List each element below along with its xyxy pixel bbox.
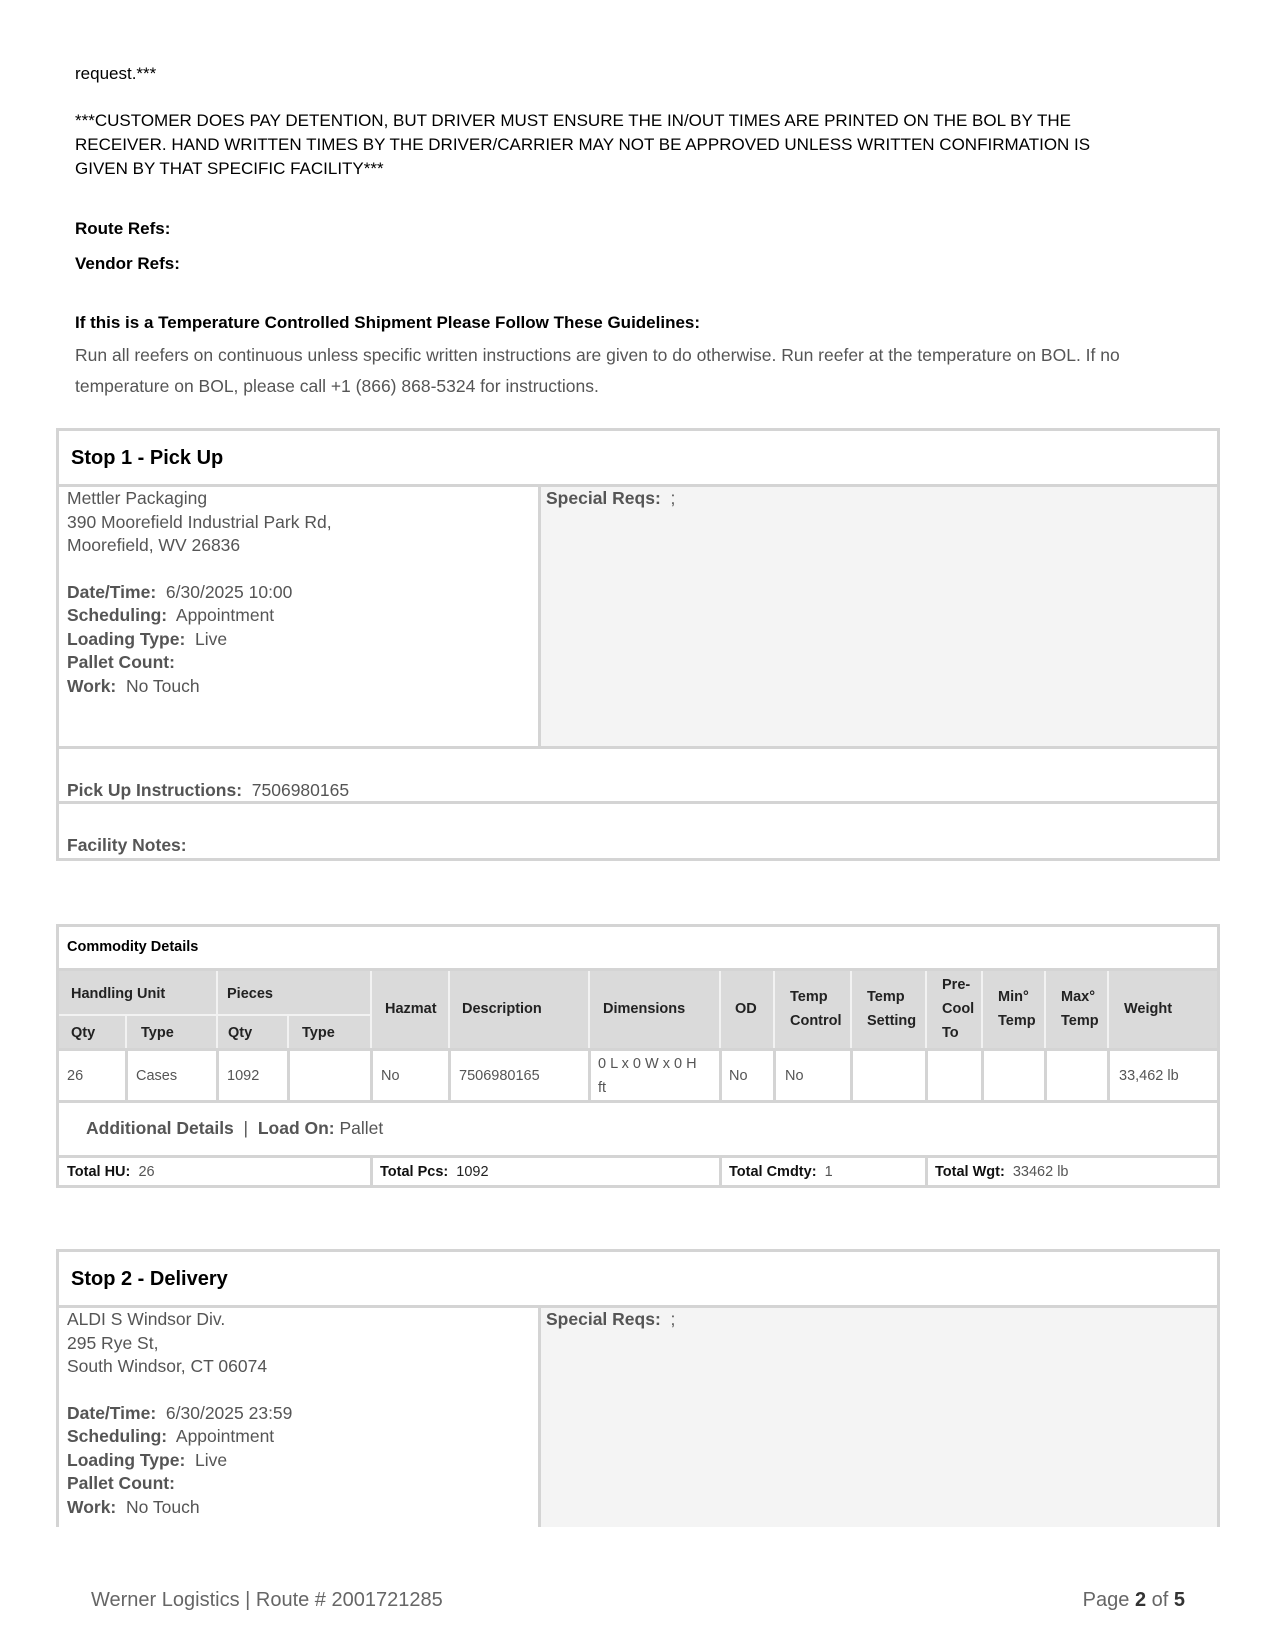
- divider: [56, 746, 1220, 749]
- additional-details-label: Additional Details: [86, 1118, 234, 1138]
- detention-notice-line-3: GIVEN BY THAT SPECIFIC FACILITY***: [75, 159, 384, 178]
- pickup-instructions-value: 7506980165: [251, 780, 350, 800]
- stop-2-address: [67, 1308, 292, 1519]
- pallet-count-row: [67, 651, 332, 675]
- total-cmdty-value: 1: [824, 1164, 833, 1180]
- date-time-row: [67, 1402, 292, 1426]
- date-time-row: [67, 581, 332, 605]
- temp-guidelines-line-1: Run all reefers on continuous unless specific written instructions are given to do otherwise. Run reefer at the temperature on BOL. If no: [75, 345, 1120, 365]
- special-reqs-panel: [541, 1308, 1217, 1527]
- total-pcs-value: 1092: [456, 1164, 489, 1180]
- cell-hu-type: Cases: [136, 1068, 178, 1084]
- work-row: [67, 1496, 292, 1520]
- col-max-temp-line-2: Temp: [1061, 1013, 1099, 1029]
- scheduling-value: Appointment: [175, 605, 275, 625]
- loading-type-label: Loading Type:: [67, 1449, 186, 1470]
- col-temp-setting: [867, 985, 916, 1033]
- divider: [125, 1016, 127, 1048]
- intro-continuation: request.***: [75, 64, 157, 83]
- col-temp-control-line-1: Temp: [790, 989, 828, 1005]
- page-number: 2: [1134, 1589, 1147, 1611]
- col-pcs-qty: Qty: [228, 1025, 253, 1041]
- col-min-temp-line-1: Min°: [998, 989, 1029, 1005]
- divider: [773, 971, 775, 1048]
- divider: [216, 1051, 219, 1100]
- divider: [719, 1158, 722, 1185]
- load-on-value: Pallet: [339, 1118, 384, 1138]
- work-value: No Touch: [126, 675, 200, 696]
- cell-weight: 33,462 lb: [1119, 1068, 1179, 1084]
- divider: [287, 1051, 290, 1100]
- route-refs-label: Route Refs:: [75, 219, 171, 238]
- pallet-count-row: [67, 1472, 292, 1496]
- loading-type-value: Live: [195, 1449, 228, 1470]
- city-state-zip: South Windsor, CT 06074: [67, 1356, 268, 1376]
- cell-od: No: [729, 1068, 748, 1084]
- divider: [981, 971, 983, 1048]
- loading-type-value: Live: [195, 628, 228, 649]
- work-value: No Touch: [126, 1496, 200, 1517]
- vendor-refs-label: Vendor Refs:: [75, 254, 180, 273]
- total-hu-value: 26: [138, 1164, 155, 1180]
- stop-2-title: Stop 2 - Delivery: [71, 1268, 228, 1290]
- special-reqs: [546, 487, 675, 511]
- divider: [1044, 971, 1046, 1048]
- street-address: 295 Rye St,: [67, 1332, 159, 1353]
- total-pcs: [380, 1160, 489, 1184]
- divider: [925, 1051, 928, 1100]
- col-temp-control: [790, 985, 842, 1033]
- cell-description: 7506980165: [459, 1068, 540, 1084]
- special-reqs-value: ;: [670, 488, 676, 508]
- total-wgt: [935, 1160, 1069, 1184]
- divider: [719, 971, 721, 1048]
- divider: [370, 1158, 373, 1185]
- loading-type-label: Loading Type:: [67, 628, 186, 649]
- city-state-zip: Moorefield, WV 26836: [67, 535, 241, 555]
- scheduling-label: Scheduling:: [67, 1426, 168, 1446]
- date-time-value: 6/30/2025 10:00: [165, 581, 293, 602]
- cell-temp-control: No: [785, 1068, 804, 1084]
- divider: [216, 971, 218, 1048]
- cell-dimensions-line-2: ft: [598, 1080, 607, 1096]
- scheduling-value: Appointment: [175, 1426, 275, 1446]
- total-hu-label: Total HU:: [67, 1164, 131, 1180]
- divider: [981, 1051, 984, 1100]
- detention-notice-line-2: RECEIVER. HAND WRITTEN TIMES BY THE DRIVER/CARRIER MAY NOT BE APPROVED UNLESS WRITTEN CONFIRMATION IS: [75, 135, 1091, 154]
- divider: [850, 1051, 853, 1100]
- loading-type-row: [67, 628, 332, 652]
- col-temp-setting-line-2: Setting: [867, 1013, 917, 1029]
- divider: [538, 1308, 541, 1527]
- col-description: Description: [462, 1001, 542, 1017]
- commodity-title: Commodity Details: [67, 939, 199, 955]
- divider: [538, 487, 541, 746]
- pickup-instructions-label: Pick Up Instructions:: [67, 780, 243, 800]
- pallet-count-label: Pallet Count:: [67, 1473, 175, 1493]
- divider: [448, 971, 450, 1048]
- divider: [773, 1051, 776, 1100]
- divider: [1107, 971, 1109, 1048]
- total-cmdty: [729, 1160, 833, 1184]
- cell-pcs-qty: 1092: [227, 1068, 260, 1084]
- col-hazmat: Hazmat: [385, 1001, 437, 1017]
- cell-dimensions: [598, 1052, 697, 1100]
- page-indicator: [1083, 1589, 1185, 1612]
- pallet-count-label: Pallet Count:: [67, 652, 175, 672]
- col-handling-unit: Handling Unit: [71, 986, 166, 1002]
- facility-notes-label: Facility Notes:: [67, 835, 187, 855]
- page-total: 5: [1173, 1589, 1185, 1611]
- col-dimensions: Dimensions: [603, 1001, 686, 1017]
- col-weight: Weight: [1124, 1001, 1173, 1017]
- col-precool-to: [942, 973, 974, 1045]
- special-reqs-value: ;: [670, 1309, 676, 1329]
- date-time-value: 6/30/2025 23:59: [165, 1402, 293, 1423]
- col-pcs-type: Type: [302, 1025, 335, 1041]
- col-min-temp: [998, 985, 1036, 1033]
- facility-name: Mettler Packaging: [67, 488, 208, 508]
- divider: [850, 971, 852, 1048]
- divider: [448, 1051, 451, 1100]
- col-precool-line-2: Cool: [942, 1001, 975, 1017]
- col-min-temp-line-2: Temp: [998, 1013, 1036, 1029]
- col-max-temp-line-1: Max°: [1061, 989, 1096, 1005]
- date-time-label: Date/Time:: [67, 1402, 157, 1423]
- total-wgt-label: Total Wgt:: [935, 1164, 1005, 1180]
- temp-guidelines-heading: If this is a Temperature Controlled Shipment Please Follow These Guidelines:: [75, 313, 701, 332]
- work-label: Work:: [67, 675, 117, 696]
- col-precool-line-3: To: [942, 1025, 959, 1041]
- divider: [719, 1051, 722, 1100]
- separator: |: [238, 1118, 253, 1138]
- divider: [370, 1051, 373, 1100]
- street-address: 390 Moorefield Industrial Park Rd,: [67, 511, 332, 532]
- total-cmdty-label: Total Cmdty:: [729, 1164, 817, 1180]
- divider: [59, 1014, 370, 1016]
- divider: [925, 971, 927, 1048]
- work-label: Work:: [67, 1496, 117, 1517]
- page-word: Page: [1082, 1589, 1130, 1611]
- col-temp-setting-line-1: Temp: [867, 989, 905, 1005]
- stop-1-title: Stop 1 - Pick Up: [71, 447, 224, 469]
- of-word: of: [1151, 1589, 1169, 1611]
- cell-hazmat: No: [381, 1068, 400, 1084]
- facility-name: ALDI S Windsor Div.: [67, 1309, 226, 1329]
- cell-dimensions-line-1: 0 L x 0 W x 0 H: [598, 1056, 697, 1072]
- col-precool-line-1: Pre-: [942, 977, 971, 993]
- load-on-label: Load On:: [257, 1118, 335, 1138]
- stop-1-address: [67, 487, 332, 698]
- special-reqs-panel: [541, 487, 1217, 746]
- work-row: [67, 675, 332, 699]
- divider: [1107, 1051, 1110, 1100]
- divider: [588, 971, 590, 1048]
- col-max-temp: [1061, 985, 1099, 1033]
- col-hu-qty: Qty: [71, 1025, 96, 1041]
- divider: [56, 1100, 1220, 1103]
- loading-type-row: [67, 1449, 292, 1473]
- col-temp-control-line-2: Control: [790, 1013, 842, 1029]
- divider: [588, 1051, 591, 1100]
- additional-details: [86, 1116, 383, 1140]
- scheduling-row: [67, 604, 332, 628]
- pickup-instructions: [67, 779, 349, 803]
- divider: [125, 1051, 128, 1100]
- divider: [56, 1155, 1220, 1158]
- total-pcs-label: Total Pcs:: [380, 1164, 449, 1180]
- divider: [1044, 1051, 1047, 1100]
- special-reqs-label: Special Reqs:: [546, 1309, 661, 1329]
- total-hu: [67, 1160, 155, 1184]
- footer-route: Werner Logistics | Route # 2001721285: [91, 1589, 443, 1611]
- col-hu-type: Type: [141, 1025, 174, 1041]
- col-pieces: Pieces: [227, 986, 273, 1002]
- date-time-label: Date/Time:: [67, 581, 157, 602]
- special-reqs: [546, 1308, 675, 1332]
- divider: [287, 1016, 289, 1048]
- special-reqs-label: Special Reqs:: [546, 488, 661, 508]
- divider: [370, 971, 372, 1048]
- temp-guidelines-line-2: temperature on BOL, please call +1 (866) 868-5324 for instructions.: [75, 376, 599, 396]
- col-od: OD: [735, 1001, 757, 1017]
- divider: [925, 1158, 928, 1185]
- detention-notice-line-1: ***CUSTOMER DOES PAY DETENTION, BUT DRIVER MUST ENSURE THE IN/OUT TIMES ARE PRINTED ON THE BOL BY THE: [75, 111, 1071, 130]
- facility-notes: [67, 834, 187, 858]
- scheduling-row: [67, 1425, 292, 1449]
- scheduling-label: Scheduling:: [67, 605, 168, 625]
- cell-hu-qty: 26: [67, 1068, 84, 1084]
- total-wgt-value: 33462 lb: [1012, 1164, 1069, 1180]
